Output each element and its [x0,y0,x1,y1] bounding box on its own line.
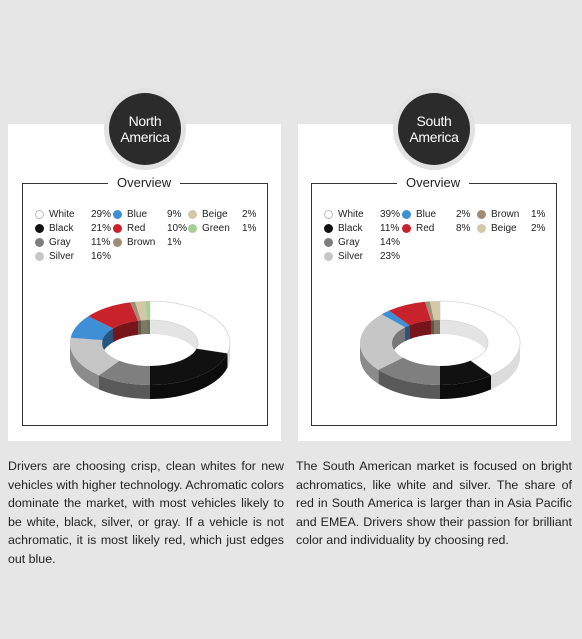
legend-percent: 14% [380,237,401,248]
legend-label: Blue [416,209,437,220]
legend-item-brown [113,236,181,249]
legend-percent: 2% [531,223,546,234]
legend-swatch [188,224,197,233]
legend-label: Silver [49,251,75,262]
legend-label: Beige [202,209,228,220]
badge-line-2: America [120,129,170,145]
donut-inner-wall-beige [141,320,147,334]
legend-percent: 23% [380,251,401,262]
legend-percent: 1% [531,209,546,220]
legend-percent: 2% [242,209,257,220]
legend-item-white [35,208,111,221]
legend-swatch [324,238,333,247]
south-america-badge [398,93,470,165]
donut-inner-wall-brown [138,320,141,334]
south-america-description: The South American market is focused on bright achromatics, like white and silver. The share of red in South America is larger than in Asia Pacific and EMEA. Drivers show their passion for brilliant color and individuality by choosing red. [296,459,572,548]
legend-label: White [49,209,75,220]
legend-percent: 21% [91,223,112,234]
legend-percent: 8% [456,223,471,234]
legend-swatch [477,210,486,219]
legend-item-red [113,222,187,235]
legend-item-brown [477,208,545,221]
legend-item-blue [402,208,470,221]
legend-label: Gray [338,237,360,248]
north-america-description: Drivers are choosing crisp, clean whites for new vehicles with higher technology. Achromatic colors dominate the market, with most vehicles likely to be white, black, silver, or gray. If a vehicle is not achromatic, it is most likely red, which just edges out blue. [8,459,284,566]
legend-swatch [188,210,197,219]
south-america-donut-chart [345,288,535,408]
legend-swatch [324,210,333,219]
north-america-donut-chart [55,288,245,408]
legend-item-gray [324,236,400,249]
legend-item-blue [113,208,181,221]
legend-percent: 1% [242,223,257,234]
legend-percent: 11% [91,237,111,248]
legend-item-red [402,222,470,235]
legend-label: Black [49,223,74,234]
north-america-badge [109,93,181,165]
legend-swatch [35,210,44,219]
legend-percent: 29% [91,209,112,220]
legend-swatch [113,210,122,219]
legend-label: Brown [491,209,520,220]
legend-percent: 39% [380,209,401,220]
legend-label: Red [127,223,146,234]
donut-inner-wall-brown [431,320,434,334]
legend-item-gray [35,236,110,249]
legend-item-black [324,222,399,235]
legend-percent: 16% [91,251,112,262]
donut-inner-wall-blue [405,325,409,341]
legend-swatch [402,224,411,233]
legend-item-black [35,222,111,235]
legend-swatch [35,252,44,261]
legend-label: Brown [127,237,156,248]
legend-swatch [324,252,333,261]
legend-label: Black [338,223,363,234]
north-america-chart-title: Overview [108,174,180,192]
donut-inner-wall-green [147,320,150,334]
legend-swatch [477,224,486,233]
legend-label: Green [202,223,230,234]
legend-label: Blue [127,209,148,220]
legend-label: Gray [49,237,71,248]
legend-percent: 2% [456,209,471,220]
badge-line-2: America [409,129,459,145]
legend-swatch [402,210,411,219]
legend-label: Beige [491,223,517,234]
donut-inner-wall-beige [434,320,440,334]
legend-swatch [113,224,122,233]
legend-item-silver [324,250,400,263]
badge-line-1: North [128,113,162,129]
legend-swatch [35,238,44,247]
legend-label: Red [416,223,435,234]
legend-percent: 1% [167,237,182,248]
legend-swatch [35,224,44,233]
legend-swatch [113,238,122,247]
legend-item-beige [188,208,256,221]
legend-swatch [324,224,333,233]
legend-percent: 9% [167,209,182,220]
legend-percent: 10% [167,223,188,234]
legend-label: Silver [338,251,364,262]
legend-item-beige [477,222,545,235]
south-america-chart-title: Overview [397,174,469,192]
legend-item-green [188,222,256,235]
legend-percent: 11% [380,223,400,234]
badge-line-1: South [416,113,452,129]
legend-label: White [338,209,364,220]
legend-item-white [324,208,400,221]
legend-item-silver [35,250,111,263]
